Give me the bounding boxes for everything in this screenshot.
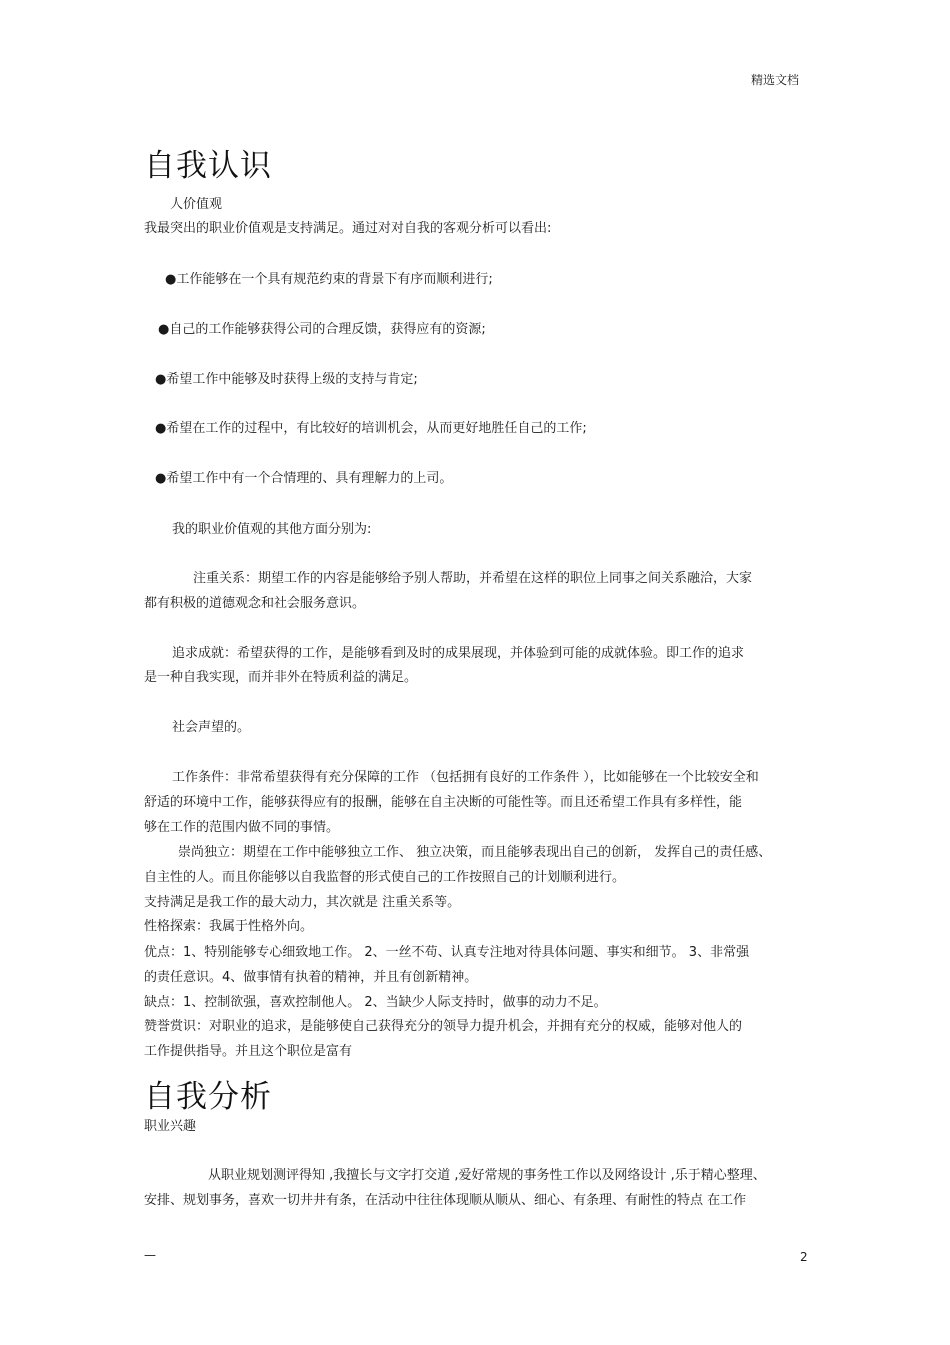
paragraph-line: 社会声望的。 — [172, 720, 251, 735]
paragraph-line: 缺点：1、控制欲强，喜欢控制他人。 2、当缺少人际支持时，做事的动力不足。 — [144, 995, 607, 1010]
paragraph-line: 舒适的环境中工作，能够获得应有的报酬，能够在自主决断的可能性等。而且还希望工作具有多样性，能 — [144, 795, 743, 810]
intro-paragraph: 我最突出的职业价值观是支持满足。通过对对自我的客观分析可以看出: — [144, 221, 552, 236]
other-values-intro: 我的职业价值观的其他方面分别为: — [172, 522, 372, 537]
paragraph-line: 够在工作的范围内做不同的事情。 — [144, 820, 340, 835]
footer-mark: — — [144, 1248, 156, 1262]
bullet-item: ●希望工作中能够及时获得上级的支持与肯定; — [155, 372, 418, 387]
section-title: 自我分析 — [144, 1079, 272, 1115]
paragraph-line: 追求成就：希望获得的工作，是能够看到及时的成果展现，并体验到可能的成就体验。即工作的追求 — [172, 646, 745, 661]
paragraph-line: 性格探索：我属于性格外向。 — [144, 919, 314, 934]
section-title: 自我认识 — [144, 148, 272, 184]
paragraph-line: 崇尚独立：期望在工作中能够独立工作、 独立决策，而且能够表现出自己的创新， 发挥自己的责任感、 — [178, 845, 772, 860]
paragraph-line: 从职业规划测评得知 ,我擅长与文字打交道 ,爱好常规的事务性工作以及网络设计 ,乐于精心整理、 — [208, 1168, 766, 1183]
paragraph-line: 是一种自我实现，而并非外在特质利益的满足。 — [144, 670, 418, 685]
paragraph-line: 支持满足是我工作的最大动力，其次就是 注重关系等。 — [144, 895, 461, 910]
page-number: 2 — [800, 1250, 808, 1264]
paragraph-line: 赞誉赏识：对职业的追求，是能够使自己获得充分的领导力提升机会，并拥有充分的权威，能够对他人的 — [144, 1019, 743, 1034]
paragraph-line: 自主性的人。而且你能够以自我监督的形式使自己的工作按照自己的计划顺利进行。 — [144, 870, 626, 885]
section-subtitle: 职业兴趣 — [144, 1119, 197, 1134]
paragraph-line: 工作条件：非常希望获得有充分保障的工作 （包括拥有良好的工作条件 ），比如能够在一个比较安全和 — [172, 770, 759, 785]
paragraph-line: 都有积极的道德观念和社会服务意识。 — [144, 596, 366, 611]
bullet-item: ●工作能够在一个具有规范约束的背景下有序而顺利进行; — [165, 272, 493, 287]
paragraph-line: 注重关系：期望工作的内容是能够给予别人帮助，并希望在这样的职位上同事之间关系融洽，大家 — [193, 571, 753, 586]
paragraph-line: 的责任意识。4、做事情有执着的精神，并且有创新精神。 — [144, 970, 478, 985]
section-subtitle: 人价值观 — [170, 197, 223, 212]
bullet-item: ●希望工作中有一个合情理的、具有理解力的上司。 — [155, 471, 453, 486]
header-label: 精选文档 — [751, 73, 800, 87]
paragraph-line: 工作提供指导。并且这个职位是富有 — [144, 1044, 353, 1059]
paragraph-line: 优点：1、特别能够专心细致地工作。 2、一丝不苟、认真专注地对待具体问题、事实和细节。 3、非常强 — [144, 945, 750, 960]
bullet-item: ●自己的工作能够获得公司的合理反馈，获得应有的资源; — [158, 322, 486, 337]
paragraph-line: 安排、规划事务，喜欢一切井井有条，在活动中往往体现顺从顺从、细心、有条理、有耐性的特点 在工作 — [144, 1193, 747, 1208]
bullet-item: ●希望在工作的过程中，有比较好的培训机会，从而更好地胜任自己的工作; — [155, 421, 587, 436]
